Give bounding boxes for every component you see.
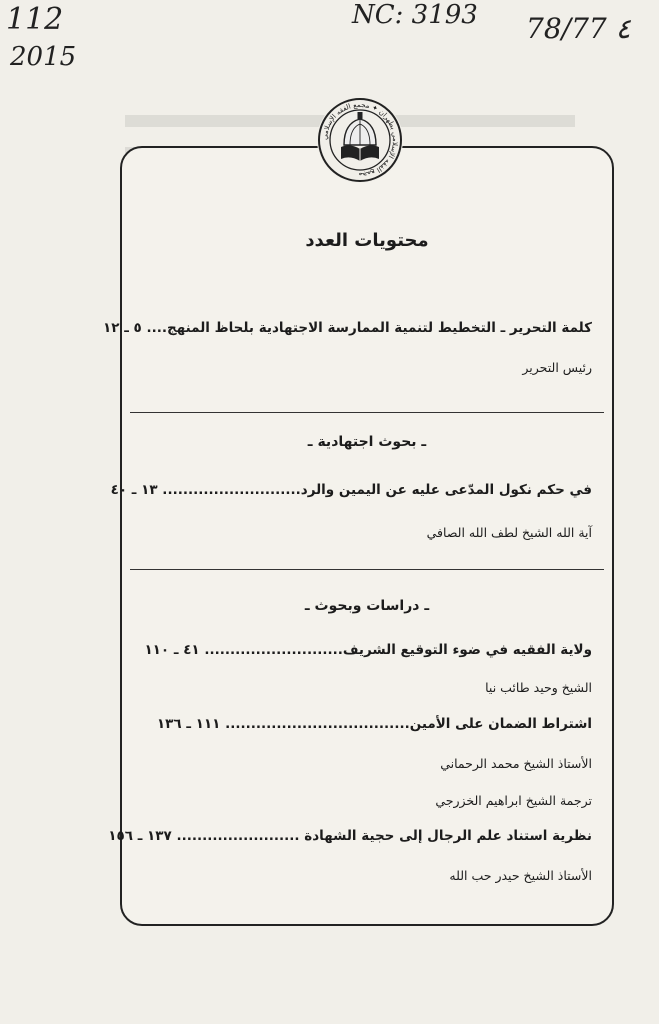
toc-entry-editorial: كلمة التحرير ـ التخطيط لتنمية الممارسة الاجتهادية بلحاظ المنهج.... ٥ ـ ١٢	[103, 320, 592, 336]
section-heading-ijtihad: ـ بحوث اجتهادية ـ	[307, 434, 427, 450]
section-divider	[130, 412, 604, 413]
handwritten-catalog-code: NC: 3193	[352, 0, 478, 30]
toc-entry: ولاية الفقيه في ضوء التوقيع الشريف........................... ٤١ ـ ١١٠	[144, 642, 592, 658]
toc-entry: نظرية استناد علم الرجال إلى حجية الشهادة ........................ ١٣٧ ـ ١٥٦	[108, 828, 592, 844]
seal-logo-icon	[317, 97, 403, 183]
toc-author: الشيخ وحيد طائب نيا	[485, 680, 592, 695]
page-title: محتويات العدد	[305, 230, 429, 251]
toc-author: الأستاذ الشيخ حيدر حب الله	[449, 868, 592, 883]
svg-text:مجمع الفقه الإسلامي بطهران ✦ م: مجمع الفقه الإسلامي بطهران ✦ مجمع الفقه الإسلامي	[320, 100, 400, 180]
section-divider	[130, 569, 604, 570]
toc-author: الأستاذ الشيخ محمد الرحماني	[440, 756, 592, 771]
handwritten-year: 2015	[10, 42, 77, 72]
handwritten-number: 112	[6, 2, 64, 37]
table-of-contents-card	[103, 146, 614, 926]
toc-author-editorial: رئيس التحرير	[522, 360, 592, 375]
toc-entry: في حكم نكول المدّعى عليه عن اليمين والرد........................... ١٣ ـ ٤٠	[110, 482, 592, 498]
section-heading-studies: ـ دراسات وبحوث ـ	[304, 598, 430, 614]
toc-author: آية الله الشيخ لطف الله الصافي	[426, 525, 592, 540]
toc-entry: اشتراط الضمان على الأمين.................................... ١١١ ـ ١٣٦	[156, 716, 592, 732]
handwritten-issue-number: 78/77 ٤	[526, 12, 631, 45]
toc-translator: ترجمة الشيخ ابراهيم الخزرجي	[435, 793, 592, 808]
